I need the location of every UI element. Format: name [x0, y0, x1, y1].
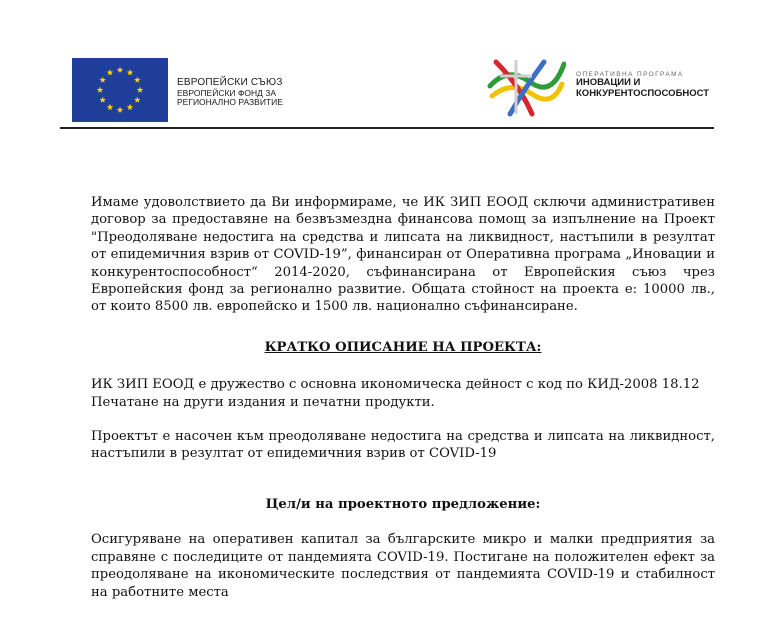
goals-paragraph: Осигуряване на оперативен капитал за българските микро и малки предприятия за справяне с последиците от пандемията COVID-19. Постигане на положителен ефект за преодоляване на икономическите последствия от пандемията COVID-19 и стабилност на работните места [91, 532, 715, 600]
description-paragraph2: Проектът е насочен към преодоляване недостига на средства и липсата на ликвидност, настъпили в резултат от епидемичния взрив от COVID-19 [91, 429, 715, 462]
header [0, 0, 778, 132]
document-body [91, 194, 715, 601]
eu-caption [177, 77, 283, 108]
eu-caption-line1: ЕВРОПЕЙСКИ СЪЮЗ [177, 77, 283, 88]
programme-caption-line2: КОНКУРЕНТОСПОСОБНОСТ [576, 87, 710, 99]
intro-paragraph: Имаме удоволствието да Ви информираме, че ИК ЗИП ЕООД сключи административен договор за предоставяне на безвъзмездна финансова помощ за изпълнение на Проект "Преодоляване недостига на средства и липсата на ликвидност, настъпили в резултат от епидемичния взрив от COVID-19”, финансиран от Оперативна програма „Иновации и конкурентоспособност“ 2014-2020, съфинансирана от Европейския съюз чрез Европейския фонд за регионално развитие. Общата стойност на проекта е: 10000 лв., от които 8500 лв. европейско и 1500 лв. национално съфинансиране. [91, 195, 715, 315]
description-line1: ИК ЗИП ЕООД е дружество с основна икономическа дейност с код по КИД-2008 18.12 [91, 377, 700, 393]
eu-caption-line2: ЕВРОПЕЙСКИ ФОНД ЗА [177, 87, 277, 98]
header-divider [60, 127, 714, 129]
programme-caption [576, 71, 709, 99]
section-heading-description: КРАТКО ОПИСАНИЕ НА ПРОЕКТА: [264, 339, 542, 355]
section-heading-goals: Цел/и на проектното предложение: [265, 496, 541, 512]
eu-caption-line3: РЕГИОНАЛНО РАЗВИТИЕ [177, 97, 283, 108]
eu-flag-icon [72, 58, 168, 122]
programme-caption-line1: ИНОВАЦИИ И [576, 77, 641, 89]
programme-caption-small: ОПЕРАТИВНА ПРОГРАМА [576, 71, 684, 78]
description-line2: Печатане на други издания и печатни продукти. [91, 394, 435, 410]
programme-logo-icon [486, 56, 566, 118]
